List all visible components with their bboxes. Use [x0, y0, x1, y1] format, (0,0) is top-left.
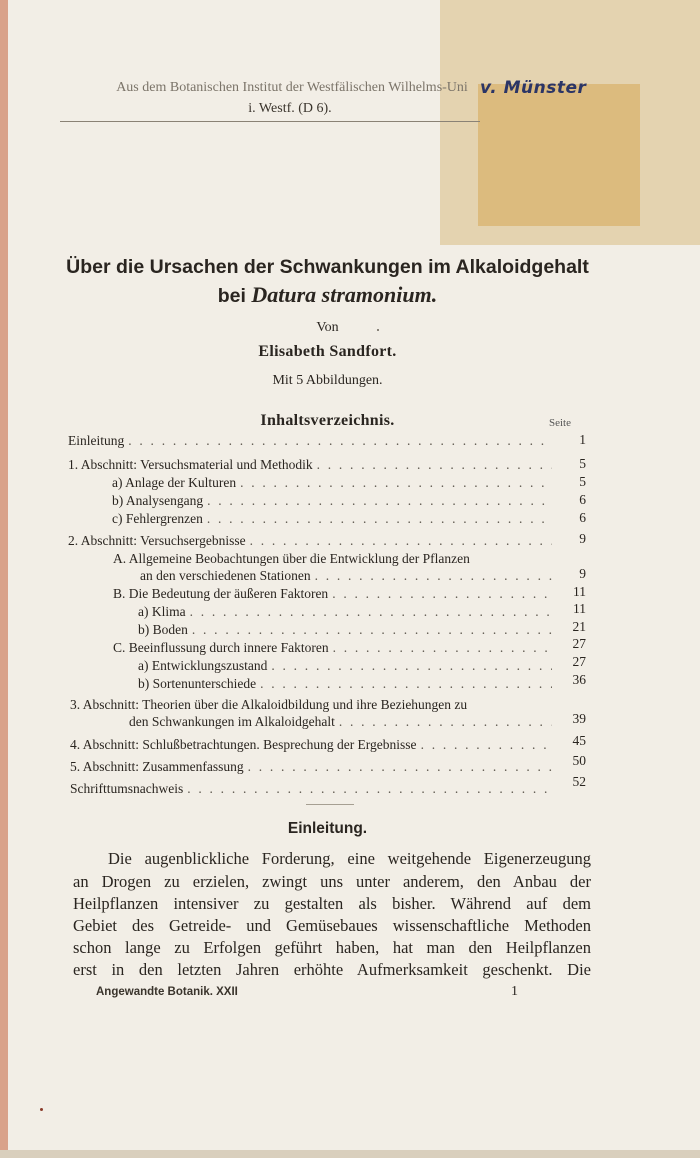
article-title-line2 — [0, 282, 655, 308]
toc-entry-page: 1 — [579, 432, 586, 447]
institute-header-line2: i. Westf. (D 6). — [248, 101, 332, 116]
toc-entry-label: 5. Abschnitt: Zusammenfassung — [70, 759, 244, 774]
toc-entry-label: C. Beeinflussung durch innere Faktoren — [113, 640, 329, 655]
toc-entry[interactable] — [70, 759, 558, 776]
toc-page-header: Seite — [549, 417, 571, 429]
author-name: Elisabeth Sandfort. — [258, 343, 397, 360]
page-number: 1 — [511, 984, 518, 999]
toc-entry-page: 50 — [572, 753, 586, 768]
toc-entry-page: 5 — [579, 456, 586, 471]
institute-header-line1: Aus dem Botanischen Institut der Westfälischen Wilhelms-Uni — [116, 80, 468, 95]
toc-entry-label: Einleitung — [68, 433, 125, 448]
toc-entry-page: 6 — [579, 510, 586, 525]
toc-entry[interactable] — [113, 586, 558, 603]
toc-entry[interactable] — [112, 511, 558, 528]
illustration-note: Mit 5 Abbildungen. — [272, 373, 383, 388]
journal-footer: Angewandte Botanik. XXII — [96, 986, 238, 998]
paper-speck — [377, 329, 379, 331]
toc-entry-label: 4. Abschnitt: Schlußbetrachtungen. Besprechung der Ergebnisse — [70, 737, 417, 752]
body-text-line: schon lange zu Erfolgen geführt haben, hat man den Heilpflanzen — [73, 938, 591, 957]
toc-entry-label: b) Analysengang — [112, 493, 204, 508]
byline-von: Von — [316, 320, 339, 335]
toc-entry-label: b) Boden — [138, 622, 188, 637]
toc-entry-page: 45 — [572, 733, 586, 748]
toc-entry-label: B. Die Bedeutung der äußeren Faktoren — [113, 586, 329, 601]
header-divider — [60, 121, 480, 122]
toc-entry-page: 39 — [572, 711, 586, 726]
species-name: Datura stramonium. — [251, 282, 438, 307]
toc-entry[interactable] — [138, 676, 558, 693]
page-binding-edge — [0, 0, 8, 1158]
toc-entry-label: a) Anlage der Kulturen — [112, 475, 237, 490]
toc-entry[interactable] — [129, 714, 558, 731]
toc-entry-page: 9 — [579, 566, 586, 581]
section-heading: Einleitung. — [287, 820, 368, 837]
page-bottom-edge — [0, 1150, 700, 1158]
toc-entry-label[interactable]: 3. Abschnitt: Theorien über die Alkaloidbildung und ihre Beziehungen zu — [70, 697, 468, 712]
toc-entry-label: a) Klima — [138, 604, 186, 619]
toc-entry-label: Schrifttumsnachweis — [70, 781, 184, 796]
handwritten-annotation: v. Münster — [480, 78, 587, 98]
toc-entry-label-cont: an den verschiedenen Stationen — [140, 568, 311, 583]
body-text-line: erst in den letzten Jahren erhöhte Aufmerksamkeit geschenkt. Die — [73, 960, 591, 979]
body-text-line: Heilpflanzen intensiver zu gestalten als bisher. Während auf dem — [73, 894, 591, 913]
toc-entry-page: 27 — [572, 654, 586, 669]
body-text-line: Die augenblickliche Forderung, eine weitgehende Eigenerzeugung — [108, 849, 591, 868]
toc-entry-page: 5 — [579, 474, 586, 489]
toc-entry[interactable] — [113, 640, 558, 657]
toc-entry-label-cont: den Schwankungen im Alkaloidgehalt — [129, 714, 335, 729]
toc-entry-label: a) Entwicklungszustand — [138, 658, 268, 673]
toc-entry[interactable] — [70, 781, 558, 798]
toc-entry-page: 6 — [579, 492, 586, 507]
toc-entry[interactable] — [68, 457, 558, 474]
toc-entry[interactable] — [112, 475, 558, 492]
toc-entry-label: 2. Abschnitt: Versuchsergebnisse — [68, 533, 246, 548]
toc-entry[interactable] — [70, 737, 558, 754]
toc-entry[interactable] — [140, 568, 558, 585]
toc-entry[interactable] — [138, 622, 558, 639]
toc-entry[interactable] — [138, 658, 558, 675]
toc-entry-page: 11 — [573, 584, 586, 599]
body-text-line: Gebiet des Getreide- und Gemüsebaues wissenschaftliche Methoden — [73, 916, 591, 935]
toc-entry-label[interactable]: A. Allgemeine Beobachtungen über die Entwicklung der Pflanzen — [113, 551, 470, 566]
toc-entry-label: 1. Abschnitt: Versuchsmaterial und Methodik — [68, 457, 313, 472]
toc-entry-label: b) Sortenunterschiede — [138, 676, 257, 691]
toc-entry[interactable] — [68, 533, 558, 550]
toc-entry-page: 11 — [573, 601, 586, 616]
toc-entry-page: 52 — [572, 774, 586, 789]
toc-entry-page: 36 — [572, 672, 586, 687]
section-divider — [306, 804, 354, 805]
article-title-line1: Über die Ursachen der Schwankungen im Alkaloidgehalt — [66, 256, 589, 278]
toc-entry-page: 27 — [572, 636, 586, 651]
toc-entry[interactable] — [68, 433, 558, 450]
toc-entry-page: 21 — [572, 619, 586, 634]
body-text-line: an Drogen zu erzielen, zwingt uns unter anderem, den Anbau der — [73, 872, 591, 891]
toc-entry[interactable] — [138, 604, 558, 621]
toc-title: Inhaltsverzeichnis. — [260, 412, 395, 429]
toc-entry[interactable] — [112, 493, 558, 510]
title-prefix: bei — [217, 285, 246, 307]
paper-speck — [40, 1108, 43, 1111]
toc-entry-page: 9 — [579, 531, 586, 546]
toc-entry-label: c) Fehlergrenzen — [112, 511, 203, 526]
